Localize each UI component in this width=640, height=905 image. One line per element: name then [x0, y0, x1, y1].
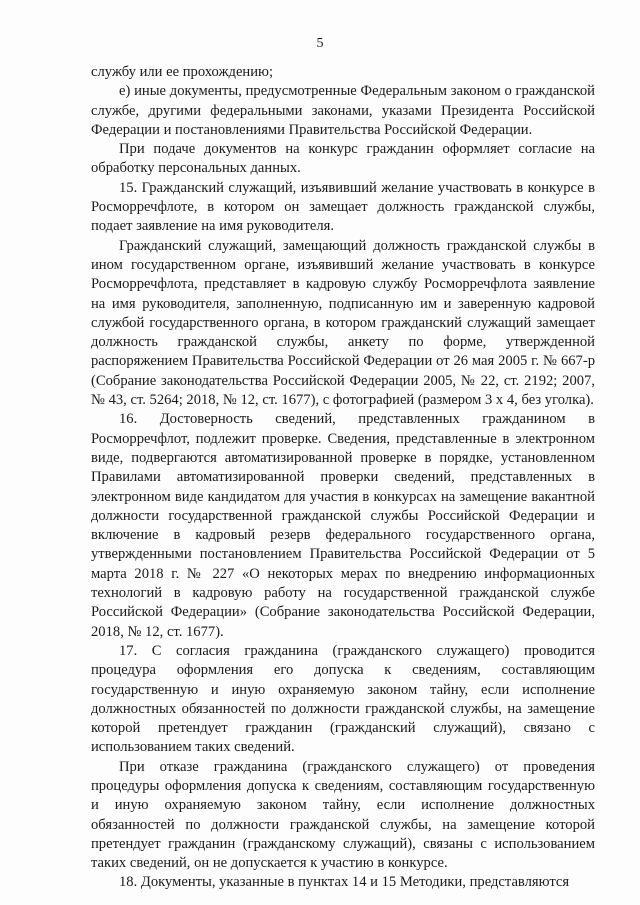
paragraph-16: 16. Достоверность сведений, представленных гражданином в Росморречфлот, подлежит проверке. Сведения, представленные в электронном виде, подвергаются автоматизированной проверке в порядке, установленном Правилами автоматизированной проверки сведений, представленных в электронном виде кандидатом для участия в конкурсах на замещение вакантной должности государственной гражданской службы Российской Федерации и включение в кадровый резерв федерального государственного органа, утвержденными постановлением Правительства Российской Федерации от 5 марта 2018 г. № 227 «О некоторых мерах по внедрению информационных технологий в кадровую работу на государственной гражданской службе Российской Федерации» (Собрание законодательства Российской Федерации, 2018, № 12, ст. 1677). — [91, 411, 595, 640]
paragraph-item-e: е) иные документы, предусмотренные Федеральным законом о гражданской службе, другими федеральными законами, указами Президента Российской Федерации и постановлениями Правительства Российской Федерации. — [91, 83, 595, 138]
paragraph-continuation: службу или ее прохождению; — [91, 64, 274, 80]
body-text — [91, 63, 595, 893]
paragraph-17: 17. С согласия гражданина (гражданского служащего) проводится процедура оформления его допуска к сведениям, составляющим государственную и иную охраняемую законом тайну, если исполнение должностных обязанностей по должности гражданской службы, на замещение которой претендует гражданин (гражданский служащий), связано с использованием таких сведений. — [91, 642, 595, 756]
paragraph-18: 18. Документы, указанные в пунктах 14 и 15 Методики, представляются — [119, 874, 570, 891]
paragraph-consent: При подаче документов на конкурс гражданин оформляет согласие на обработку персональных данных. — [91, 141, 595, 177]
paragraph-17-refusal: При отказе гражданина (гражданского служащего) от проведения процедуры оформления допуска к сведениям, составляющим государственную и иную охраняемую законом тайну, если исполнение должностных обязанностей по должности гражданской службы, на замещение которой претендует гражданин (гражданскому служащий), связаны с использованием таких сведений, он не допускается к участию в конкурсе. — [91, 758, 595, 872]
paragraph-15: 15. Гражданский служащий, изъявивший желание участвовать в конкурсе в Росморречфлоте, в котором он замещает должность гражданской службы, подает заявление на имя руководителя. — [91, 179, 595, 235]
paragraph-15-other-agency: Гражданский служащий, замещающий должность гражданской службы в ином государственном органе, изъявивший желание участвовать в конкурсе Росморречфлота, представляет в кадровую службу Росморречфлота заявление на имя руководителя, заполненную, подписанную им и заверенную кадровой службой государственного органа, в котором гражданский служащий замещает должность гражданской службы, анкету по форме, утвержденной распоряжением Правительства Российской Федерации от 26 мая 2005 г. № 667-р (Собрание законодательства Российской Федерации 2005, № 22, ст. 2192; 2007, № 43, ст. 5264; 2018, № 12, ст. 1677), с фотографией (размером 3 х 4, без уголка). — [91, 237, 595, 409]
page-number: 5 — [316, 36, 324, 51]
